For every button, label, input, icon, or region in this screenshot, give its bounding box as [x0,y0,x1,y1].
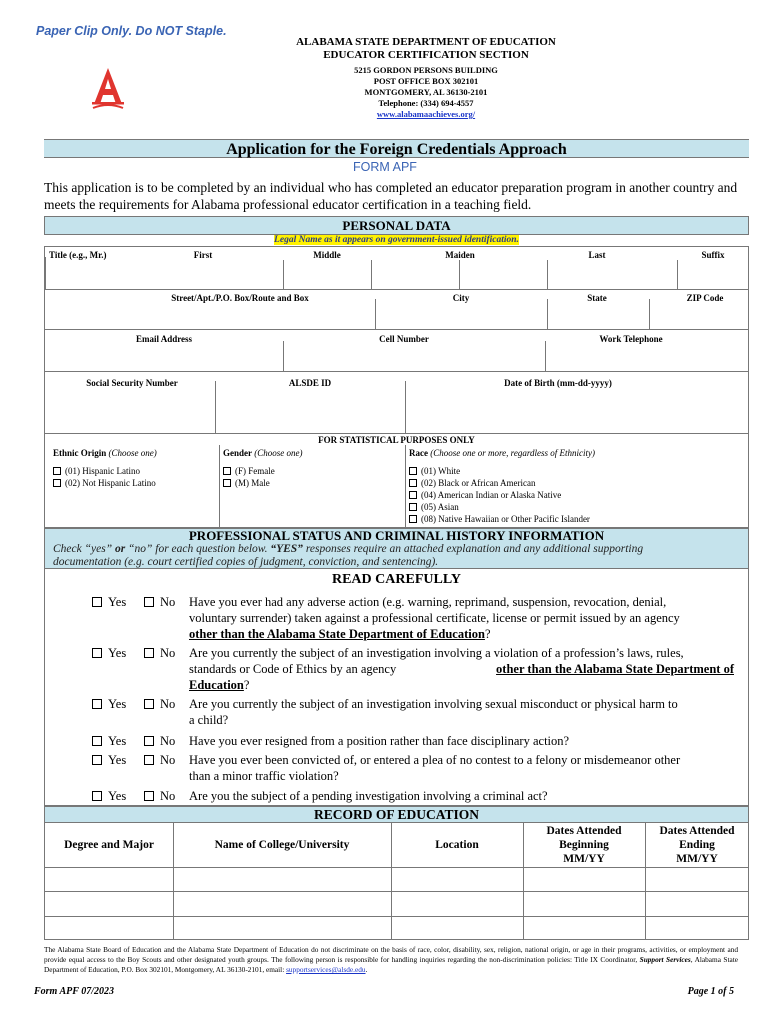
label-cell: Cell Number [379,334,429,344]
checkbox[interactable] [92,648,102,658]
q3-yes[interactable]: Yes [92,696,126,712]
checkbox[interactable] [409,491,417,499]
checkbox[interactable] [92,736,102,746]
read-carefully: READ CAREFULLY [331,572,461,587]
q1-yes[interactable]: Yes [92,594,126,610]
col-location: Location [435,839,479,851]
q4-no[interactable]: No [144,733,175,749]
q5-yes[interactable]: Yes [92,752,126,768]
work-telephone-field[interactable] [546,345,748,370]
q6-yes[interactable]: Yes [92,788,126,804]
checkbox[interactable] [92,791,102,801]
label-title: Title (e.g., Mr.) [49,250,107,260]
address-line-2: POST OFFICE BOX 302101 [373,76,479,86]
q6-no[interactable]: No [144,788,175,804]
race-option-asian[interactable]: (05) Asian [409,501,459,513]
address-line-1: 5215 GORDON PERSONS BUILDING [354,65,498,75]
website-link[interactable]: www.alabamaachieves.org/ [376,109,476,119]
q4-yes[interactable]: Yes [92,733,126,749]
race-option-pacific-islander[interactable]: (08) Native Hawaiian or Other Pacific Islander [409,513,590,525]
gender-option-male[interactable]: (M) Male [223,477,270,489]
checkbox[interactable] [144,699,154,709]
question-6: Are you the subject of a pending investigation involving a criminal act? [189,789,548,803]
street-field[interactable] [46,303,374,328]
label-alsde-id: ALSDE ID [288,378,332,388]
race-option-american-indian[interactable]: (04) American Indian or Alaska Native [409,489,561,501]
q1-no[interactable]: No [144,594,175,610]
checkbox[interactable] [53,467,61,475]
question-5: Have you ever been convicted of, or entered a plea of no contest to a felony or misdemeanor other than a minor traffic violation? [189,753,681,783]
checkbox[interactable] [144,791,154,801]
checkbox[interactable] [409,503,417,511]
professional-status-heading: PROFESSIONAL STATUS AND CRIMINAL HISTORY INFORMATION [188,528,605,543]
last-name-field[interactable] [460,261,546,288]
form-title: Application for the Foreign Credentials Approach [44,139,749,158]
education-row-1[interactable] [46,868,748,891]
intro-text: This application is to be completed by an individual who has completed an educator preparation program in another country and meets the requirements for Alabama professional educator certification in a teaching field. [44,180,738,212]
alsde-logo-icon [88,64,128,112]
checkbox[interactable] [144,597,154,607]
telephone: Telephone: (334) 694-4557 [378,98,474,108]
label-suffix: Suffix [701,250,725,260]
ethnic-option-hispanic[interactable]: (01) Hispanic Latino [53,465,140,477]
paper-clip-notice: Paper Clip Only. Do NOT Staple. [36,24,227,38]
gender-label: Gender (Choose one) [223,448,303,458]
label-maiden: Maiden [445,250,475,260]
race-option-white[interactable]: (01) White [409,465,460,477]
label-city: City [452,293,470,303]
label-state: State [587,293,607,303]
checkbox[interactable] [144,736,154,746]
label-middle: Middle [313,250,341,260]
gender-option-female[interactable]: (F) Female [223,465,275,477]
question-4: Have you ever resigned from a position rather than face disciplinary action? [189,734,570,748]
professional-instructions: Check “yes” or “no” for each question below. “YES” responses require an attached explanation and any additional supporting [53,543,644,555]
support-email-link[interactable]: supportservices@alsde.edu [286,965,366,974]
alsde-id-field[interactable] [216,393,404,432]
label-street: Street/Apt./P.O. Box/Route and Box [171,293,309,303]
record-of-education-heading: RECORD OF EDUCATION [44,806,749,823]
legal-name-note: Legal Name as it appears on government-issued identification. [274,235,519,245]
question-2: Are you currently the subject of an investigation involving a violation of a profession’s laws, rules, standards or Code of Ethics by an agency other than the Alabama State Department of Education? [189,646,734,692]
page-number: Page 1 of 5 [687,986,734,997]
col-dates-beginning: Dates Attended Beginning MM/YY [546,825,622,865]
address-line-3: MONTGOMERY, AL 36130-2101 [364,87,488,97]
checkbox[interactable] [53,479,61,487]
education-table [44,823,749,940]
question-1: Have you ever had any adverse action (e.g. warning, reprimand, suspension, revocation, denial, voluntary surrender) taken against a professional certificate, license or permit issued by an agency other than the Alabama State Department of Education? [189,595,680,641]
personal-data-heading: PERSONAL DATA [44,216,749,235]
checkbox[interactable] [144,755,154,765]
last-name-field-2[interactable] [548,261,676,288]
checkbox[interactable] [144,648,154,658]
form-id: Form APF 07/2023 [34,986,115,997]
state-field[interactable] [548,303,648,328]
section-name: EDUCATOR CERTIFICATION SECTION [323,49,529,61]
zip-field[interactable] [650,303,748,328]
label-ssn: Social Security Number [86,378,178,388]
label-work-phone: Work Telephone [599,334,663,344]
checkbox[interactable] [223,467,231,475]
dob-field[interactable] [406,393,748,432]
q3-no[interactable]: No [144,696,175,712]
maiden-name-field[interactable] [372,261,458,288]
label-first: First [193,250,213,260]
suffix-field[interactable] [678,261,748,288]
checkbox[interactable] [409,479,417,487]
race-label: Race (Choose one or more, regardless of Ethnicity) [409,448,595,458]
checkbox[interactable] [409,515,417,523]
checkbox[interactable] [92,597,102,607]
label-dob: Date of Birth (mm-dd-yyyy) [504,378,612,388]
checkbox[interactable] [92,755,102,765]
city-field[interactable] [376,303,546,328]
q5-no[interactable]: No [144,752,175,768]
q2-yes[interactable]: Yes [92,645,126,661]
non-discrimination-notice: The Alabama State Board of Education and the Alabama State Department of Education do not discriminate on the basis of race, color, disability, sex, religion, national origin, or age in their programs, activities, or employment and provide equal access to the Boy Scouts and other designated youth groups. The following person is responsible for handling inquiries regarding the non-discrimination policies: Title IX Coordinator, Support Services, Alabama State Department of Education, P.O. Box 302101, Montgomery, AL 36130-2101, email: supportservices@alsde.edu. [44,945,738,974]
cell-number-field[interactable] [284,345,544,370]
professional-status-header [44,528,749,569]
label-email: Email Address [135,334,193,344]
name-title-first-field[interactable] [46,261,282,288]
q2-no[interactable]: No [144,645,175,661]
middle-name-field[interactable] [284,261,370,288]
ethnic-option-not-hispanic[interactable]: (02) Not Hispanic Latino [53,477,156,489]
label-zip: ZIP Code [686,293,724,303]
email-field[interactable] [46,345,282,370]
col-degree-major: Degree and Major [64,839,154,851]
checkbox[interactable] [223,479,231,487]
education-row-3[interactable] [46,917,748,939]
checkbox[interactable] [409,467,417,475]
ethnic-origin-label: Ethnic Origin (Choose one) [53,448,157,458]
ssn-field[interactable] [46,393,214,432]
checkbox[interactable] [92,699,102,709]
education-row-2[interactable] [46,892,748,916]
question-3: Are you currently the subject of an investigation involving sexual misconduct or physical harm to a child? [189,697,678,727]
statistical-heading: FOR STATISTICAL PURPOSES ONLY [318,435,475,445]
dept-name: ALABAMA STATE DEPARTMENT OF EDUCATION [296,36,556,48]
col-dates-ending: Dates Attended Ending MM/YY [659,825,735,865]
professional-instructions-2: documentation (e.g. court certified copies of judgment, conviction, and sentencing). [53,556,439,568]
personal-data-table [44,246,749,528]
race-option-black[interactable]: (02) Black or African American [409,477,535,489]
col-college: Name of College/University [214,839,350,851]
form-name: FORM APF [353,160,417,174]
label-last: Last [588,250,606,260]
